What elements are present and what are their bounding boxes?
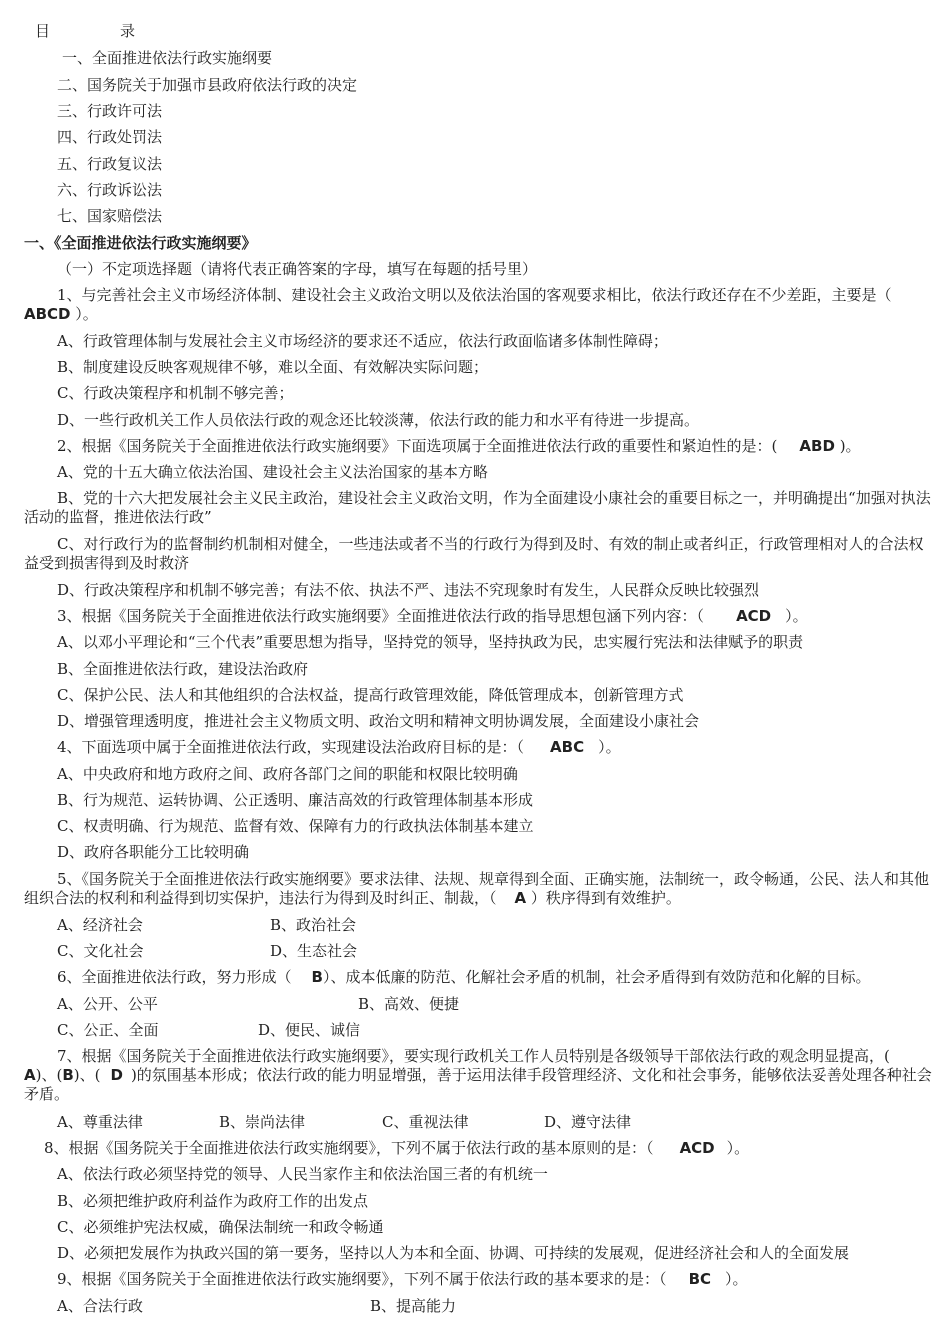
q4-option-b: B、行为规范、运转协调、公正透明、廉洁高效的行政管理体制基本形成 [57,791,534,809]
q9-option-b: B、提高能力 [370,1297,457,1315]
toc-item: 五、行政复议法 [57,155,163,173]
q8-option-b: B、必须把维护政府利益作为政府工作的出发点 [57,1192,369,1210]
q5-option-a: A、经济社会 [57,916,143,934]
q7-option-c: C、重视法律 [382,1113,469,1131]
question-6-stem: 6、全面推进依法行政，努力形成（ B）、成本低廉的防范、化解社会矛盾的机制，社会矛盾得到有效防范和化解的目标。 [57,968,871,986]
q7-option-b: B、崇尚法律 [219,1113,306,1131]
q5-option-d: D、生态社会 [270,942,358,960]
toc-title-char-b: 录 [120,22,136,40]
q5-option-b: B、政治社会 [270,916,357,934]
answer-8: ACD [679,1139,715,1157]
question-3-stem: 3、根据《国务院关于全面推进依法行政实施纲要》全面推进依法行政的指导思想包涵下列内容：（ ACD ）。 [57,607,808,625]
q8-option-d: D、必须把发展作为执政兴国的第一要务，坚持以人为本和全面、协调、可持续的发展观，促进经济社会和人的全面发展 [57,1244,850,1262]
q1-option-a: A、行政管理体制与发展社会主义市场经济的要求还不适应，依法行政面临诸多体制性障碍； [57,332,668,350]
answer-5: A [514,889,527,907]
q6-option-a: A、公开、公平 [57,995,158,1013]
q3-option-a: A、以邓小平理论和“三个代表”重要思想为指导，坚持党的领导，坚持执政为民，忠实履行宪法和法律赋予的职责 [57,633,804,651]
question-9-stem: 9、根据《国务院关于全面推进依法行政实施纲要》，下列不属于依法行政的基本要求的是：（ BC ）。 [57,1270,748,1288]
q9-option-a: A、合法行政 [57,1297,143,1315]
q1-option-c: C、行政决策程序和机制不够完善； [57,384,294,402]
q3-option-c: C、保护公民、法人和其他组织的合法权益，提高行政管理效能，降低管理成本，创新管理方式 [57,686,684,704]
answer-4: ABC [550,738,585,756]
toc-title-char-a: 目 [35,22,51,40]
question-1-stem: 1、与完善社会主义市场经济体制、建设社会主义政治文明以及依法治国的客观要求相比，依法行政还存在不少差距，主要是（ABCD ）。 [24,286,892,323]
q4-option-a: A、中央政府和地方政府之间、政府各部门之间的职能和权限比较明确 [57,765,518,783]
q6-option-d: D、便民、诚信 [258,1021,361,1039]
question-8-stem: 8、根据《国务院关于全面推进依法行政实施纲要》，下列不属于依法行政的基本原则的是：（ ACD ）。 [44,1139,750,1157]
answer-3: ACD [736,607,772,625]
q3-option-d: D、增强管理透明度，推进社会主义物质文明、政治文明和精神文明协调发展，全面建设小康社会 [57,712,700,730]
q4-option-d: D、政府各职能分工比较明确 [57,843,250,861]
toc-item: 二、国务院关于加强市县政府依法行政的决定 [57,76,358,94]
toc-item: 四、行政处罚法 [57,128,163,146]
toc-title [35,22,135,40]
q2-option-d: D、行政决策程序和机制不够完善；有法不依、执法不严、违法不究现象时有发生，人民群众反映比较强烈 [57,581,760,599]
question-5-stem: 5、《国务院关于全面推进依法行政实施纲要》要求法律、法规、规章得到全面、正确实施，法制统一，政令畅通，公民、法人和其他组织合法的权利和利益得到切实保护，违法行为得到及时纠正、制裁，（ A ）秩序得到有效维护。 [24,870,930,907]
answer-7c: D [110,1066,123,1084]
toc-item: 七、国家赔偿法 [57,207,163,225]
q8-option-a: A、依法行政必须坚持党的领导、人民当家作主和依法治国三者的有机统一 [57,1165,548,1183]
q7-option-a: A、尊重法律 [57,1113,143,1131]
toc-item: 一、全面推进依法行政实施纲要 [62,49,273,67]
answer-1: ABCD [24,305,71,323]
q7-option-d: D、遵守法律 [544,1113,632,1131]
q6-option-b: B、高效、便捷 [358,995,460,1013]
answer-6: B [311,968,323,986]
q4-option-c: C、权责明确、行为规范、监督有效、保障有力的行政执法体制基本建立 [57,817,534,835]
q2-option-c: C、对行政行为的监督制约机制相对健全，一些违法或者不当的行政行为得到及时、有效的制止或者纠正，行政管理相对人的合法权益受到损害得到及时救济 [24,535,924,572]
question-4-stem: 4、下面选项中属于全面推进依法行政，实现建设法治政府目标的是：（ ABC ）。 [57,738,621,756]
q2-option-b: B、党的十六大把发展社会主义民主政治，建设社会主义政治文明，作为全面建设小康社会的重要目标之一，并明确提出“加强对执法活动的监督，推进依法行政” [24,489,931,526]
answer-7b: B [62,1066,74,1084]
section-subheading: （一）不定项选择题（请将代表正确答案的字母，填写在每题的括号里） [57,260,538,278]
q2-option-a: A、党的十五大确立依法治国、建设社会主义法治国家的基本方略 [57,463,488,481]
question-2-stem: 2、根据《国务院关于全面推进依法行政实施纲要》下面选项属于全面推进依法行政的重要性和紧迫性的是：( ABD )。 [57,437,861,455]
q3-option-b: B、全面推进依法行政，建设法治政府 [57,660,309,678]
section-heading: 一、《全面推进依法行政实施纲要》 [24,234,257,252]
toc-item: 三、行政许可法 [57,102,163,120]
answer-2: ABD [799,437,835,455]
q5-option-c: C、文化社会 [57,942,144,960]
q6-option-c: C、公正、全面 [57,1021,159,1039]
toc-item: 六、行政诉讼法 [57,181,163,199]
q8-option-c: C、必须维护宪法权威，确保法制统一和政令畅通 [57,1218,384,1236]
q1-option-b: B、制度建设反映客观规律不够，难以全面、有效解决实际问题； [57,358,489,376]
question-7-stem: 7、根据《国务院关于全面推进依法行政实施纲要》，要实现行政机关工作人员特别是各级领导干部依法行政的观念明显提高，(A)、(B)、( D )的氛围基本形成；依法行政的能力明显增强，善于运用法律手段管理经济、文化和社会事务，能够依法妥善处理各种社会矛盾。 [24,1047,932,1103]
q1-option-d: D、一些行政机关工作人员依法行政的观念还比较淡薄，依法行政的能力和水平有待进一步提高。 [57,411,700,429]
answer-9: BC [688,1270,712,1288]
answer-7a: A [24,1066,36,1084]
